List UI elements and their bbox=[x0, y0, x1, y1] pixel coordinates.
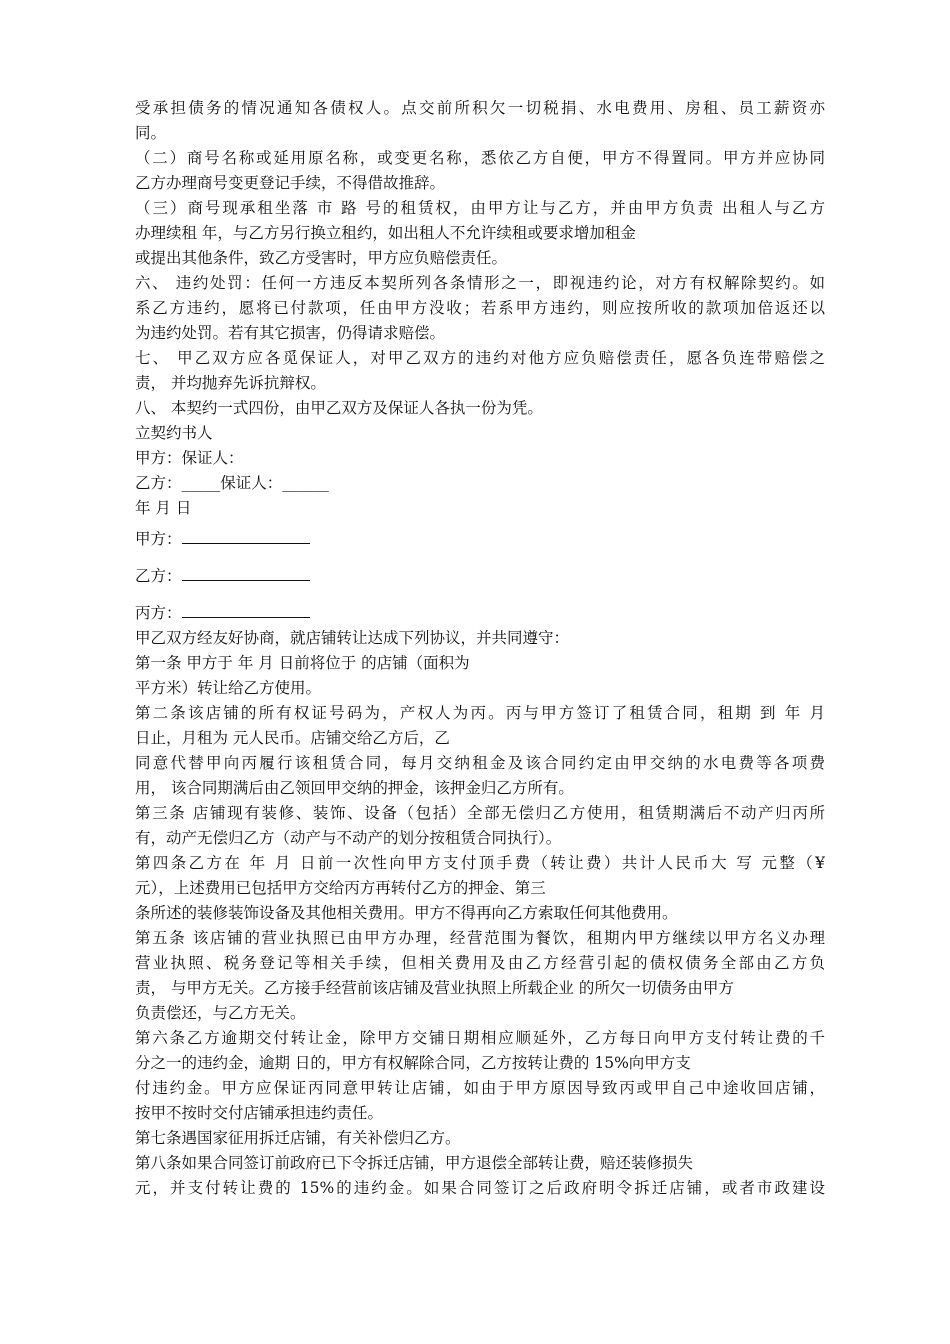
text-line: 平方米）转让给乙方使用。 bbox=[135, 679, 322, 697]
text-line: 第七条遇国家征用拆迁店铺，有关补偿归乙方。 bbox=[135, 1129, 461, 1147]
text-line: 系乙方违约，愿将已付款项，任由甲方没收；若系甲方违约，则应按所收的款项加倍返还以 bbox=[135, 299, 825, 317]
signature-blank bbox=[182, 564, 310, 581]
text-line: 为违约处罚。若有其它损害，仍得请求赔偿。 bbox=[135, 324, 446, 342]
text-line: 分之一的违约金，逾期 日的，甲方有权解除合同，乙方按转让费的 15%向甲方支 bbox=[135, 1054, 691, 1072]
text-line: 年 月 日 bbox=[135, 499, 192, 517]
signature-line bbox=[135, 601, 825, 626]
text-line: 或提出其他条件，致乙方受害时，甲方应负赔偿责任。 bbox=[135, 249, 508, 267]
text-line: 付违约金。甲方应保证丙同意甲转让店铺，如由于甲方原因导致丙或甲自己中途收回店铺， bbox=[135, 1079, 825, 1097]
text-line: 元，并支付转让费的 15%的违约金。如果合同签订之后政府明令拆迁店铺，或者市政建设 bbox=[135, 1179, 825, 1197]
text-line: 负责偿还，与乙方无关。 bbox=[135, 1004, 306, 1022]
text-line: 办理续租 年，与乙方另行换立租约，如出租人不允许续租或要求增加租金 bbox=[135, 224, 636, 242]
text-line: 元），上述费用已包括甲方交给丙方再转付乙方的押金、第三 bbox=[135, 879, 546, 897]
document-body bbox=[135, 96, 825, 1201]
text-line: 条所述的装修装饰设备及其他相关费用。甲方不得再向乙方索取任何其他费用。 bbox=[135, 904, 678, 922]
text-line: 营业执照、税务登记等相关手续，但相关费用及由乙方经营引起的债权债务全部由乙方负 bbox=[135, 954, 825, 972]
signature-blank bbox=[182, 601, 310, 618]
signature-label: 丙方： bbox=[135, 604, 182, 622]
signature-block bbox=[135, 527, 825, 626]
text-line: 第二条该店铺的所有权证号码为，产权人为丙。丙与甲方签订了租赁合同，租期 到 年 月 bbox=[135, 704, 825, 722]
text-line: 甲方：保证人： bbox=[135, 449, 244, 467]
text-line: （三）商号现承租坐落 市 路 号的租赁权，由甲方让与乙方，并由甲方负责 出租人与乙方 bbox=[135, 199, 825, 217]
text-line: 日止，月租为 元人民币。店铺交给乙方后，乙 bbox=[135, 729, 450, 747]
signature-line bbox=[135, 564, 825, 589]
text-line: 同。 bbox=[135, 124, 167, 142]
signature-line bbox=[135, 527, 825, 552]
text-line: 七、 甲乙双方应各觅保证人，对甲乙双方的违约对他方应负赔偿责任，愿各负连带赔偿之 bbox=[135, 349, 825, 367]
text-line: 八、 本契约一式四份，由甲乙双方及保证人各执一份为凭。 bbox=[135, 399, 543, 417]
text-line: 甲乙双方经友好协商，就店铺转让达成下列协议，并共同遵守： bbox=[135, 629, 570, 647]
text-line: 责， 并均抛弃先诉抗辩权。 bbox=[135, 374, 326, 392]
text-line: 六、 违约处罚：任何一方违反本契所列各条情形之一，即视违约论，对方有权解除契约。如 bbox=[135, 274, 825, 292]
text-line: 第三条 店铺现有装修、装饰、设备（包括）全部无偿归乙方使用，租赁期满后不动产归丙所 bbox=[135, 804, 825, 822]
text-line: 第一条 甲方于 年 月 日前将位于 的店铺（面积为 bbox=[135, 654, 470, 672]
text-line: 第四条乙方在 年 月 日前一次性向甲方支付顶手费（转让费）共计人民币大 写 元整（¥ bbox=[135, 854, 825, 872]
text-line: 用， 该合同期满后由乙领回甲交纳的押金，该押金归乙方所有。 bbox=[135, 779, 574, 797]
contract-text-part-1 bbox=[135, 96, 825, 521]
text-line: 立契约书人 bbox=[135, 424, 213, 442]
signature-label: 乙方： bbox=[135, 567, 182, 585]
text-line: 责， 与甲方无关。乙方接手经营前该店铺及营业执照上所载企业 的所欠一切债务由甲方 bbox=[135, 979, 734, 997]
signature-blank bbox=[182, 527, 310, 544]
text-line: 有，动产无偿归乙方（动产与不动产的划分按租赁合同执行）。 bbox=[135, 829, 562, 847]
text-line: 第八条如果合同签订前政府已下令拆迁店铺，甲方退偿全部转让费，赔还装修损失 bbox=[135, 1154, 694, 1172]
contract-text-part-2 bbox=[135, 626, 825, 1201]
text-line: 第五条 该店铺的营业执照已由甲方办理，经营范围为餐饮，租期内甲方继续以甲方名义办理 bbox=[135, 929, 825, 947]
text-line: 乙方办理商号变更登记手续，不得借故推辞。 bbox=[135, 174, 446, 192]
signature-label: 甲方： bbox=[135, 530, 182, 548]
text-line: （二）商号名称或延用原名称，或变更名称，悉依乙方自便，甲方不得置同。甲方并应协同 bbox=[135, 149, 825, 167]
text-line: 第六条乙方逾期交付转让金，除甲方交铺日期相应顺延外，乙方每日向甲方支付转让费的千 bbox=[135, 1029, 825, 1047]
text-line: 按甲不按时交付店铺承担违约责任。 bbox=[135, 1104, 384, 1122]
text-line: 同意代替甲向丙履行该租赁合同，每月交纳租金及该合同约定由甲交纳的水电费等各项费 bbox=[135, 754, 825, 772]
text-line: 乙方：_____保证人：______ bbox=[135, 474, 329, 492]
text-line: 受承担债务的情况通知各债权人。点交前所积欠一切税捐、水电费用、房租、员工薪资亦 bbox=[135, 99, 825, 117]
